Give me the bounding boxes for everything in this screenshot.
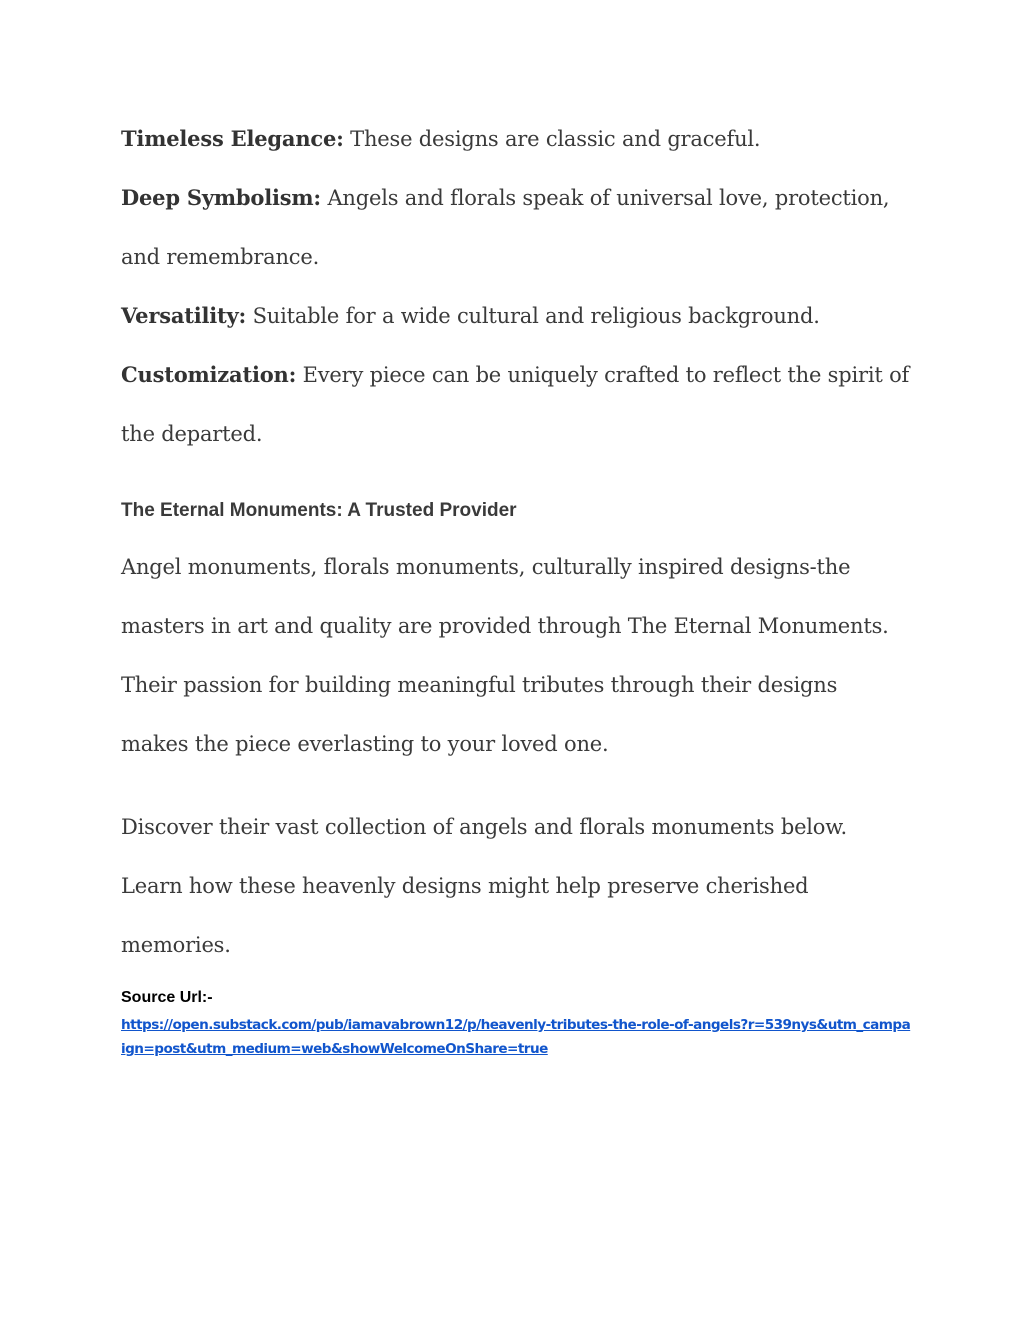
point-versatility	[121, 286, 820, 346]
source-url-link[interactable]: https://open.substack.com/pub/iamavabrown12/p/heavenly-tributes-the-role-of-angels?r=539nys&utm_campaign=post&utm_medium=web&showWelcomeOnShare=true	[121, 1017, 911, 1057]
point-text: Suitable for a wide cultural and religious background.	[246, 304, 820, 328]
section-paragraph-2: Discover their vast collection of angels and florals monuments below. Learn how these heavenly designs might help preserve cherished memories.	[121, 815, 848, 957]
point-text: Angels and florals speak of universal love, protection, and remembrance.	[121, 186, 890, 269]
section-heading: The Eternal Monuments: A Trusted Provider	[121, 500, 517, 521]
point-label: Customization:	[121, 362, 297, 387]
point-label: Versatility:	[121, 303, 247, 328]
point-label: Timeless Elegance:	[121, 126, 344, 151]
section-paragraph-1: Angel monuments, florals monuments, culturally inspired designs-the masters in art and quality are provided through The Eternal Monuments. Their passion for building meaningful tributes through their designs makes the piece everlasting to your loved one.	[121, 555, 889, 756]
point-text: These designs are classic and graceful.	[343, 127, 761, 151]
point-deep-symbolism	[121, 168, 911, 287]
point-label: Deep Symbolism:	[121, 185, 321, 210]
point-customization	[121, 345, 911, 464]
point-text: Every piece can be uniquely crafted to reflect the spirit of the departed.	[121, 363, 910, 446]
point-timeless-elegance	[121, 109, 760, 169]
source-label: Source Url:-	[121, 989, 213, 1006]
